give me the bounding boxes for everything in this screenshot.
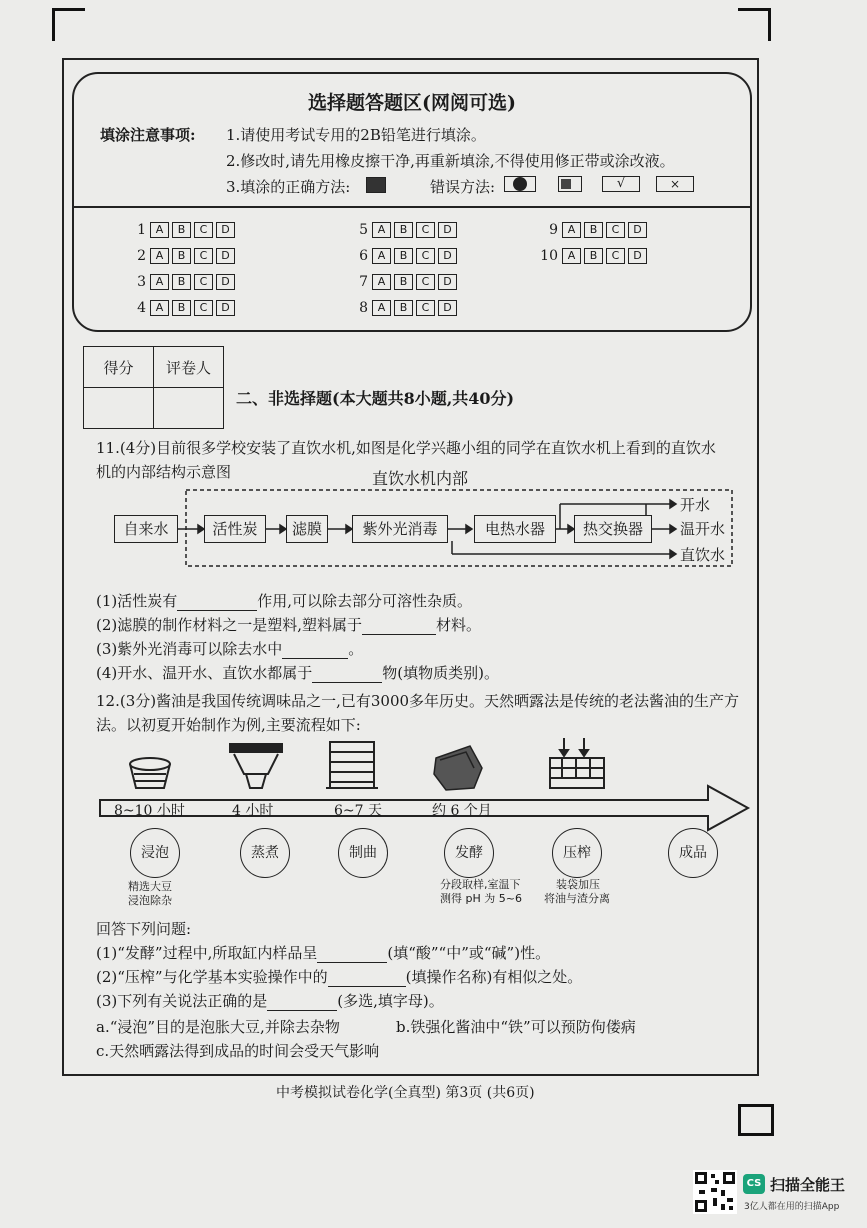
scanner-logo-icon: CS — [743, 1174, 765, 1194]
question-number: 10 — [540, 248, 558, 264]
answer-bubble-a[interactable]: A — [150, 248, 169, 264]
question-number: 9 — [549, 222, 558, 238]
q11-sub4: (4)开水、温开水、直饮水都属于 物(填物质类别)。 — [96, 664, 499, 682]
notice-2: 2.修改时,请先用橡皮擦干净,再重新填涂,不得使用修正带或涂改液。 — [226, 152, 675, 170]
grader-header: 评卷人 — [154, 347, 224, 388]
q12-answer-prompt: 回答下列问题: — [96, 920, 192, 938]
qr-code-icon — [693, 1170, 737, 1214]
q11-sub1: (1)活性炭有 作用,可以除去部分可溶性杂质。 — [96, 592, 473, 610]
question-number: 8 — [359, 300, 368, 316]
question-number: 3 — [137, 274, 146, 290]
answer-area-title: 选择题答题区(网阅可选) — [308, 92, 516, 114]
answer-bubble-b[interactable]: B — [584, 248, 603, 264]
answer-bubble-d[interactable]: D — [216, 222, 235, 238]
time-koji: 6~7 天 — [334, 803, 382, 819]
answer-bubble-c[interactable]: C — [606, 248, 625, 264]
answer-row — [128, 300, 238, 316]
answer-bubble-b[interactable]: B — [172, 248, 191, 264]
q12-sub3: (3)下列有关说法正确的是 (多选,填字母)。 — [96, 992, 444, 1010]
answer-row — [128, 222, 238, 238]
answer-bubble-d[interactable]: D — [628, 222, 647, 238]
q12-line1: 12.(3分)酱油是我国传统调味品之一,已有3000多年历史。天然晒露法是传统的老法酱油的生产方 — [96, 692, 740, 710]
answer-bubble-c[interactable]: C — [194, 274, 213, 290]
press-icon — [550, 738, 604, 788]
answer-bubble-b[interactable]: B — [394, 248, 413, 264]
output-boiling-water: 开水 — [680, 496, 711, 514]
wrong-mark-half — [558, 176, 582, 192]
answer-bubble-a[interactable]: A — [150, 300, 169, 316]
scanner-tagline: 3亿人都在用的扫描App — [744, 1202, 840, 1212]
answer-bubble-d[interactable]: D — [438, 274, 457, 290]
answer-bubble-a[interactable]: A — [372, 248, 391, 264]
q12-option-a: a.“浸泡”目的是泡胀大豆,并除去杂物 — [96, 1018, 340, 1036]
question-number: 7 — [359, 274, 368, 290]
time-ferment: 约 6 个月 — [432, 803, 492, 819]
answer-bubble-c[interactable]: C — [416, 222, 435, 238]
grader-cell[interactable] — [154, 388, 224, 429]
section-title: 二、非选择题(本大题共8小题,共40分) — [236, 389, 515, 408]
score-table — [83, 346, 224, 429]
frame-right — [757, 58, 759, 1076]
time-steam: 4 小时 — [232, 803, 274, 819]
answer-bubble-b[interactable]: B — [394, 300, 413, 316]
step-steam: 蒸煮 — [240, 828, 290, 878]
answer-bubble-c[interactable]: C — [416, 300, 435, 316]
note-press-2: 将油与渣分离 — [544, 892, 610, 905]
q12-option-c: c.天然晒露法得到成品的时间会受天气影响 — [96, 1042, 380, 1060]
answer-bubble-a[interactable]: A — [150, 222, 169, 238]
question-number: 1 — [137, 222, 146, 238]
answer-bubble-b[interactable]: B — [584, 222, 603, 238]
q12-blank2[interactable] — [328, 968, 406, 987]
q11-blank4[interactable] — [312, 664, 382, 683]
q11-blank1[interactable] — [177, 592, 257, 611]
answer-bubble-d[interactable]: D — [216, 300, 235, 316]
frame-bottom — [62, 1074, 759, 1076]
time-soak: 8~10 小时 — [114, 803, 185, 819]
answer-row — [350, 274, 460, 290]
answer-bubble-d[interactable]: D — [438, 248, 457, 264]
q12-line2: 法。以初夏开始制作为例,主要流程如下: — [96, 716, 361, 734]
q12-sub2: (2)“压榨”与化学基本实验操作中的 (填操作名称)有相似之处。 — [96, 968, 583, 986]
note-soak-1: 精选大豆 — [128, 880, 172, 893]
note-ferment-1: 分段取样,室温下 — [440, 878, 521, 891]
answer-bubble-a[interactable]: A — [372, 300, 391, 316]
answer-bubble-b[interactable]: B — [172, 274, 191, 290]
wrong-mark-cross: × — [656, 176, 694, 192]
step-ferment: 发酵 — [444, 828, 494, 878]
answer-area — [72, 72, 752, 332]
q11-line2: 机的内部结构示意图 — [96, 463, 232, 481]
answer-row — [128, 248, 238, 264]
timeline-arrow — [98, 782, 752, 834]
step-koji: 制曲 — [338, 828, 388, 878]
answer-bubble-c[interactable]: C — [194, 248, 213, 264]
answer-bubble-b[interactable]: B — [172, 222, 191, 238]
q11-blank2[interactable] — [362, 616, 436, 635]
q12-blank3[interactable] — [267, 992, 337, 1011]
answer-bubble-a[interactable]: A — [372, 274, 391, 290]
frame-top — [62, 58, 759, 60]
answer-bubble-c[interactable]: C — [194, 300, 213, 316]
answer-bubble-b[interactable]: B — [394, 222, 413, 238]
answer-bubble-c[interactable]: C — [416, 274, 435, 290]
note-ferment-2: 测得 pH 为 5~6 — [440, 892, 522, 905]
wrong-mark-dot — [504, 176, 536, 192]
q11-sub3: (3)紫外光消毒可以除去水中 。 — [96, 640, 364, 658]
answer-bubble-c[interactable]: C — [194, 222, 213, 238]
question-number: 5 — [359, 222, 368, 238]
flow-box-uv-disinfection: 紫外光消毒 — [352, 515, 448, 543]
q11-line1: 11.(4分)目前很多学校安装了直饮水机,如图是化学兴趣小组的同学在直饮水机上看到的直饮水 — [96, 439, 716, 457]
q11-diagram-title: 直饮水机内部 — [372, 469, 469, 488]
notice-1: 1.请使用考试专用的2B铅笔进行填涂。 — [226, 126, 486, 144]
answer-bubble-d[interactable]: D — [216, 274, 235, 290]
scanner-brand: 扫描全能王 — [770, 1176, 846, 1194]
q12-option-b: b.铁强化酱油中“铁”可以预防佝偻病 — [396, 1018, 636, 1036]
q12-blank1[interactable] — [317, 944, 387, 963]
answer-bubble-d[interactable]: D — [628, 248, 647, 264]
answer-row — [540, 222, 650, 238]
output-drinking-water: 直饮水 — [680, 546, 726, 564]
flow-box-activated-carbon: 活性炭 — [204, 515, 266, 543]
q11-sub2: (2)滤膜的制作材料之一是塑料,塑料属于 材料。 — [96, 616, 482, 634]
wrong-label: 错误方法: — [430, 178, 496, 196]
answer-bubble-a[interactable]: A — [562, 248, 581, 264]
q11-blank3[interactable] — [282, 640, 348, 659]
question-number: 2 — [137, 248, 146, 264]
correct-mark-sample — [366, 177, 386, 193]
answer-bubble-b[interactable]: B — [394, 274, 413, 290]
corner-mark-top-right — [738, 8, 771, 41]
wrong-mark-check: √ — [602, 176, 640, 192]
question-number: 6 — [359, 248, 368, 264]
step-soak: 浸泡 — [130, 828, 180, 878]
answer-row — [350, 222, 460, 238]
score-header: 得分 — [84, 347, 154, 388]
answer-bubble-d[interactable]: D — [216, 248, 235, 264]
output-warm-water: 温开水 — [680, 520, 726, 538]
corner-mark-top-left — [52, 8, 85, 41]
answer-bubble-a[interactable]: A — [562, 222, 581, 238]
page-footer: 中考模拟试卷化学(全真型) 第3页 (共6页) — [276, 1085, 535, 1101]
answer-row — [540, 248, 650, 264]
flow-box-electric-heater: 电热水器 — [474, 515, 556, 543]
flow-box-heat-exchanger: 热交换器 — [574, 515, 652, 543]
notice-3: 3.填涂的正确方法: — [226, 178, 351, 196]
corner-mark-bottom-right — [738, 1104, 774, 1136]
notice-label: 填涂注意事项: — [100, 126, 196, 144]
note-soak-2: 浸泡除杂 — [128, 894, 172, 907]
score-cell[interactable] — [84, 388, 154, 429]
answer-row — [350, 300, 460, 316]
answer-area-divider — [74, 206, 750, 208]
frame-left — [62, 58, 64, 1076]
answer-row — [350, 248, 460, 264]
step-press: 压榨 — [552, 828, 602, 878]
flow-box-filter-membrane: 滤膜 — [286, 515, 328, 543]
q12-sub1: (1)“发酵”过程中,所取缸内样品呈 (填“酸”“中”或“碱”)性。 — [96, 944, 551, 962]
answer-bubble-d[interactable]: D — [438, 222, 457, 238]
answer-bubble-b[interactable]: B — [172, 300, 191, 316]
answer-bubble-d[interactable]: D — [438, 300, 457, 316]
answer-bubble-c[interactable]: C — [416, 248, 435, 264]
question-number: 4 — [137, 300, 146, 316]
note-press-1: 装袋加压 — [556, 878, 600, 891]
step-product: 成品 — [668, 828, 718, 878]
answer-row — [128, 274, 238, 290]
answer-bubble-a[interactable]: A — [150, 274, 169, 290]
flow-box-tap-water: 自来水 — [114, 515, 178, 543]
answer-bubble-a[interactable]: A — [372, 222, 391, 238]
answer-bubble-c[interactable]: C — [606, 222, 625, 238]
